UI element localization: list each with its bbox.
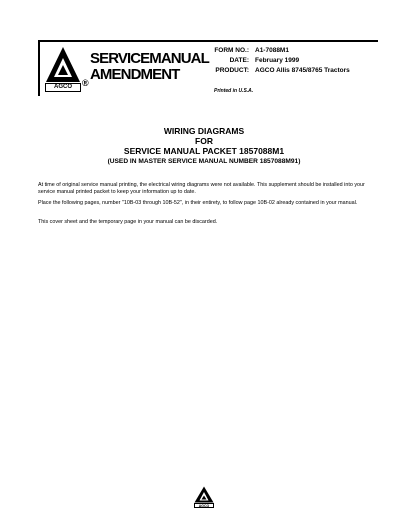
headline-line-2: FOR [195,136,213,146]
registered-mark: ® [82,78,89,88]
form-meta [206,46,350,76]
agco-logo-text: AGCO [45,83,81,92]
headline-line-1: WIRING DIAGRAMS [163,126,245,136]
headline-line-4: (USED IN MASTER SERVICE MANUAL NUMBER 1857088M91) [107,158,301,165]
title-line-2: AMENDMENT [90,66,180,83]
agco-logo [45,46,81,92]
footer-logo-text: AGCO [194,503,214,508]
form-no-row [206,46,350,56]
footer-triangle-icon [194,486,214,503]
form-no-value: A1-7088M1 [255,47,289,54]
printed-in-note: Printed in U.S.A. [214,88,254,94]
product-label: PRODUCT: [215,67,249,74]
product-row [206,66,350,76]
agco-triangle-icon [45,46,81,83]
body-paragraph-2: Place the following pages, number "10B-03 through 10B-52", in their entirety, to follow page 10B-02 already contained in your manual. [38,200,358,206]
body-paragraph-1: At time of original service manual printing, the electrical wiring diagrams were not available. This supplement should be installed into your service manual printed packet to keep your information up to date. [38,182,365,196]
form-no-label: FORM NO.: [214,47,249,54]
body-paragraph-3: This cover sheet and the temporary page in your manual can be discarded. [38,219,218,225]
amendment-header [38,40,378,96]
footer-agco-logo [194,486,214,508]
date-value: February 1999 [255,57,300,64]
date-row [206,56,350,66]
product-value: AGCO Allis 8745/8765 Tractors [255,67,350,74]
date-label: DATE: [229,57,249,64]
headline-line-3: SERVICE MANUAL PACKET 1857088M1 [123,146,285,156]
title-line-1: SERVICEMANUAL [90,50,209,67]
